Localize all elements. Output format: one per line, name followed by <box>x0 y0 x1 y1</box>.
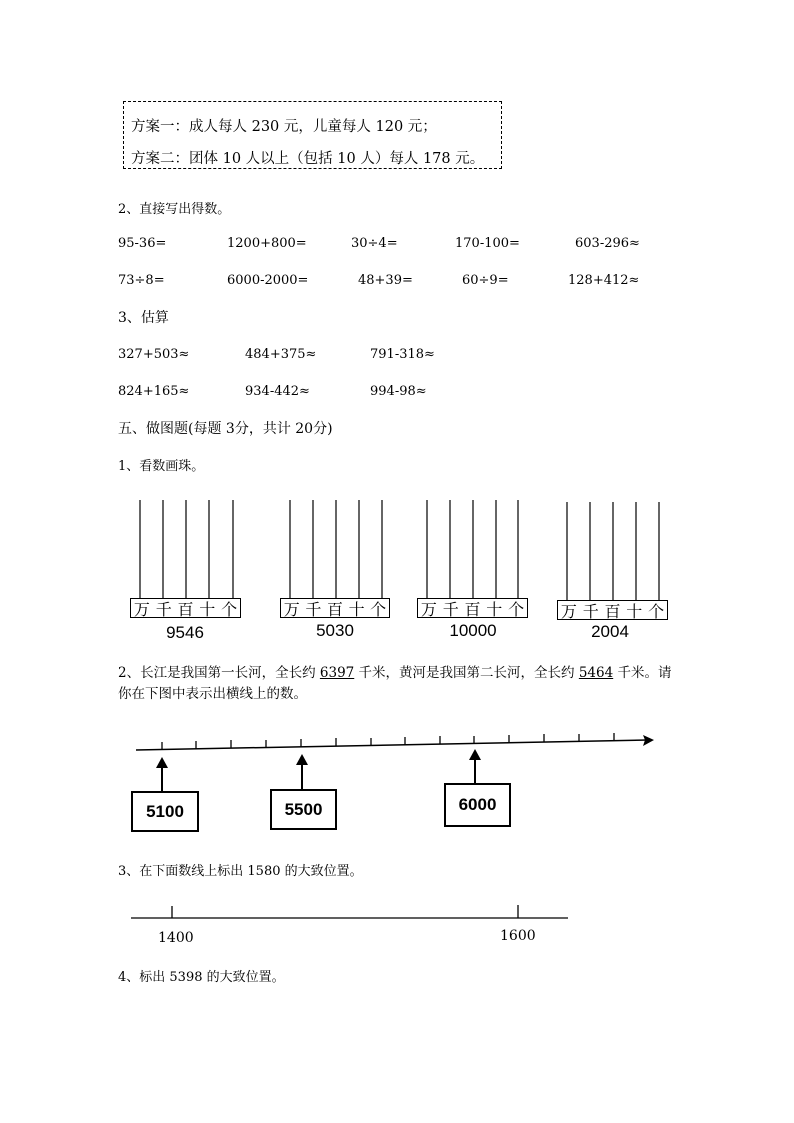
q2-item: 48+39= <box>358 273 413 288</box>
q3-item: 934-442≈ <box>245 384 310 399</box>
place-label: 百 <box>464 599 481 619</box>
place-label: 个 <box>370 599 387 619</box>
abacus-number: 5030 <box>316 621 354 640</box>
p2-value-a: 6397 <box>319 665 355 681</box>
q2-item: 30÷4= <box>351 236 398 251</box>
section5-heading: 五、做图题(每题 3分，共计 20分) <box>118 421 333 437</box>
p2-value-b: 5464 <box>578 665 614 681</box>
place-label: 十 <box>486 599 503 619</box>
q3-item: 484+375≈ <box>245 347 317 362</box>
q2-item: 60÷9= <box>462 273 509 288</box>
q2-item: 6000-2000= <box>227 273 309 288</box>
q3-item: 994-98≈ <box>370 384 427 399</box>
place-label: 百 <box>326 599 343 619</box>
place-label: 万 <box>420 599 437 619</box>
p2-line2: 你在下图中表示出横线上的数。 <box>118 686 307 702</box>
q2-item: 95-36= <box>118 236 167 251</box>
place-label: 个 <box>648 601 665 621</box>
q2-item: 128+412≈ <box>568 273 640 288</box>
p3-heading: 3、在下面数线上标出 1580 的大致位置。 <box>118 864 363 879</box>
q2-item: 170-100= <box>455 236 520 251</box>
p4-heading: 4、标出 5398 的大致位置。 <box>118 970 285 985</box>
place-label: 十 <box>626 601 643 621</box>
place-label: 万 <box>560 601 577 621</box>
q3-item: 791-318≈ <box>370 347 435 362</box>
place-label: 万 <box>133 599 150 619</box>
place-label: 千 <box>305 599 322 619</box>
place-label: 十 <box>199 599 216 619</box>
q3-item: 327+503≈ <box>118 347 190 362</box>
plan-two: 方案二：团体 10 人以上（包括 10 人）每人 178 元。 <box>131 151 485 167</box>
place-label: 个 <box>221 599 238 619</box>
p1-heading: 1、看数画珠。 <box>118 459 205 474</box>
p2-text-c: 千米。请 <box>613 665 672 681</box>
place-label: 千 <box>442 599 459 619</box>
value-box: 6000 <box>444 783 511 827</box>
place-label: 个 <box>508 599 525 619</box>
place-label: 百 <box>604 601 621 621</box>
p2-text-a: 2、长江是我国第一长河，全长约 <box>118 665 320 681</box>
abacus-number: 9546 <box>166 623 204 642</box>
q2-heading: 2、直接写出得数。 <box>118 202 231 217</box>
tick-label: 1400 <box>158 930 194 946</box>
abacus-number: 10000 <box>449 621 497 640</box>
place-label: 千 <box>582 601 599 621</box>
tick-label: 1600 <box>500 928 536 944</box>
p2-text-b: 千米，黄河是我国第二长河，全长约 <box>354 665 579 681</box>
value-box: 5500 <box>270 789 337 830</box>
place-label: 千 <box>155 599 172 619</box>
place-label: 百 <box>177 599 194 619</box>
place-label: 万 <box>283 599 300 619</box>
q2-item: 1200+800= <box>227 236 307 251</box>
q3-item: 824+165≈ <box>118 384 190 399</box>
q2-item: 603-296≈ <box>575 236 640 251</box>
q2-item: 73÷8= <box>118 273 165 288</box>
abacus-number: 2004 <box>591 622 629 641</box>
value-box: 5100 <box>131 791 199 832</box>
plan-one: 方案一：成人每人 230 元，儿童每人 120 元； <box>131 119 437 135</box>
place-label: 十 <box>348 599 365 619</box>
q3-heading: 3、估算 <box>118 310 169 326</box>
